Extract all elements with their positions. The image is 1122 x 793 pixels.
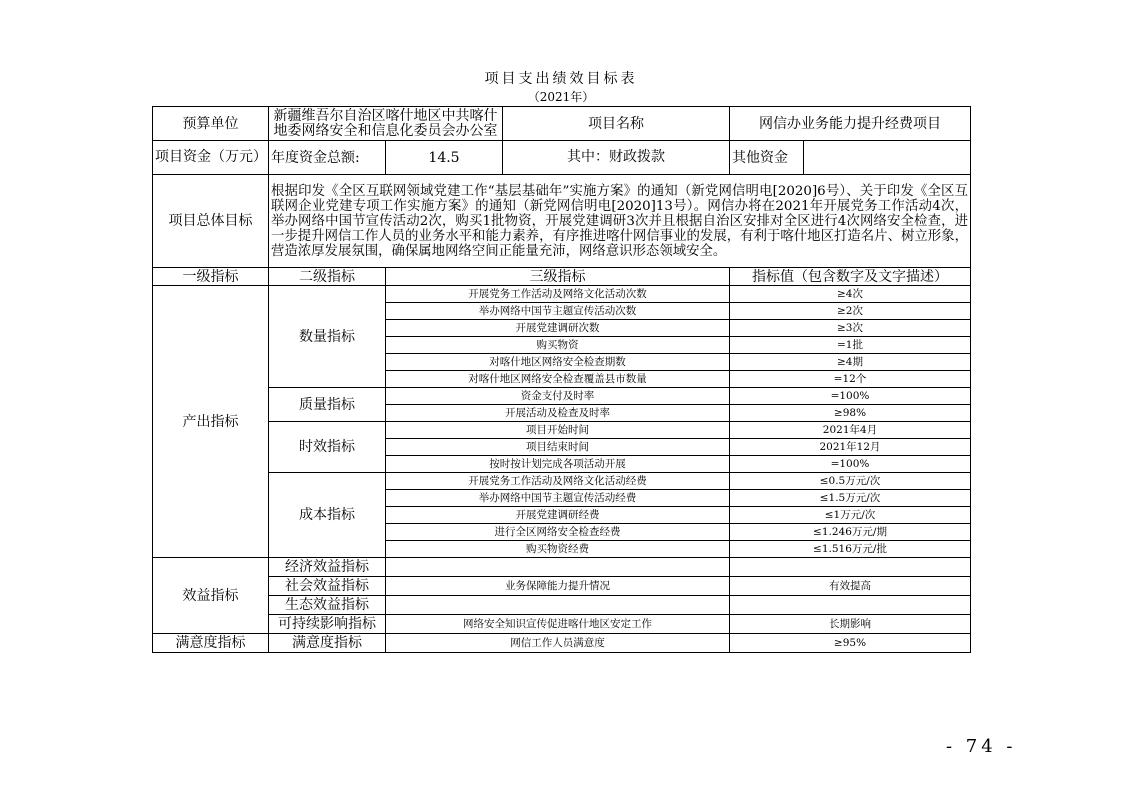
indicator-name: 开展党建调研次数 — [386, 320, 730, 337]
indicator-name: 开展党建调研经费 — [386, 507, 730, 524]
indicator-name: 业务保障能力提升情况 — [386, 577, 730, 596]
performance-table — [152, 106, 971, 653]
project-name-label: 项目名称 — [503, 107, 730, 141]
other-funds-value — [804, 141, 971, 175]
indicator-value: ≥4期 — [730, 354, 971, 371]
indicator-name: 购买物资经费 — [386, 541, 730, 558]
indicator-name: 开展党务工作活动及网络文化活动次数 — [386, 286, 730, 303]
indicator-value: ≤1.246万元/期 — [730, 524, 971, 541]
indicator-name: 开展党务工作活动及网络文化活动经费 — [386, 473, 730, 490]
column-header-level3: 三级指标 — [386, 268, 730, 286]
column-header-level1: 一级指标 — [153, 268, 269, 286]
table-title: 项目支出绩效目标表 — [484, 71, 638, 87]
indicator-value: ≥95% — [730, 634, 971, 653]
indicator-value: ≤1.516万元/批 — [730, 541, 971, 558]
indicator-name: 按时按计划完成各项活动开展 — [386, 456, 730, 473]
ecological-indicator-label: 生态效益指标 — [269, 596, 386, 615]
table-subtitle: （2021年） — [527, 90, 595, 104]
economic-indicator-label: 经济效益指标 — [269, 558, 386, 577]
indicator-value: 有效提高 — [730, 577, 971, 596]
quantity-indicator-label: 数量指标 — [269, 286, 386, 388]
indicator-name: 对喀什地区网络安全检查期数 — [386, 354, 730, 371]
annual-total-value: 14.5 — [386, 141, 503, 175]
indicator-name — [386, 558, 730, 577]
column-header-level2: 二级指标 — [269, 268, 386, 286]
satisfaction-sub-label: 满意度指标 — [269, 634, 386, 653]
indicator-value: ≤1.5万元/次 — [730, 490, 971, 507]
indicator-value: ≥2次 — [730, 303, 971, 320]
indicator-value — [730, 596, 971, 615]
satisfaction-indicator-label: 满意度指标 — [153, 634, 269, 653]
indicator-name: 网络安全知识宣传促进喀什地区安定工作 — [386, 615, 730, 634]
budget-unit-value: 新疆维吾尔自治区喀什地区中共喀什地委网络安全和信息化委员会办公室 — [269, 107, 503, 141]
indicator-name: 举办网络中国节主题宣传活动经费 — [386, 490, 730, 507]
indicator-name: 举办网络中国节主题宣传活动次数 — [386, 303, 730, 320]
project-name-value: 网信办业务能力提升经费项目 — [730, 107, 971, 141]
indicator-value: ≤1万元/次 — [730, 507, 971, 524]
indicator-value: 长期影响 — [730, 615, 971, 634]
social-indicator-label: 社会效益指标 — [269, 577, 386, 596]
indicator-value: =1批 — [730, 337, 971, 354]
timeliness-indicator-label: 时效指标 — [269, 422, 386, 473]
indicator-value: 2021年12月 — [730, 439, 971, 456]
indicator-name: 资金支付及时率 — [386, 388, 730, 405]
fiscal-funds-label: 其中：财政拨款 — [503, 141, 730, 175]
indicator-value: =100% — [730, 456, 971, 473]
output-indicator-label: 产出指标 — [153, 286, 269, 558]
indicator-name: 对喀什地区网络安全检查覆盖县市数量 — [386, 371, 730, 388]
indicator-name: 进行全区网络安全检查经费 — [386, 524, 730, 541]
cost-indicator-label: 成本指标 — [269, 473, 386, 558]
other-funds-label: 其他资金 — [730, 141, 804, 175]
indicator-value: ≤0.5万元/次 — [730, 473, 971, 490]
column-header-value: 指标值（包含数字及文字描述） — [730, 268, 971, 286]
indicator-name: 购买物资 — [386, 337, 730, 354]
indicator-name — [386, 596, 730, 615]
indicator-value: =12个 — [730, 371, 971, 388]
indicator-name: 开展活动及检查及时率 — [386, 405, 730, 422]
indicator-value: ≥98% — [730, 405, 971, 422]
sustainable-indicator-label: 可持续影响指标 — [269, 615, 386, 634]
budget-unit-label: 预算单位 — [153, 107, 269, 141]
goal-text: 根据印发《全区互联网领域党建工作“基层基础年”实施方案》的通知（新党网信明电[2020]6号）、关于印发《全区互联网企业党建专项工作实施方案》的通知（新党网信明电[2020]13号）。网信办将在2021年开展党务工作活动4次，举办网络中国节宣传活动2次，购买1批物资，开展党建调研3次并且根据自治区安排对全区进行4次网络安全检查，进一步提升网信工作人员的业务水平和能力素养，有序推进喀什网信事业的发展，有利于喀什地区打造名片、树立形象，营造浓厚发展氛围，确保属地网络空间正能量充沛，网络意识形态领域安全。 — [269, 175, 971, 268]
indicator-name: 项目结束时间 — [386, 439, 730, 456]
indicator-value — [730, 558, 971, 577]
indicator-value: ≥4次 — [730, 286, 971, 303]
quality-indicator-label: 质量指标 — [269, 388, 386, 422]
benefit-indicator-label: 效益指标 — [153, 558, 269, 634]
annual-total-label: 年度资金总额: — [269, 141, 386, 175]
page-number: - 74 - — [946, 736, 1017, 757]
indicator-value: =100% — [730, 388, 971, 405]
indicator-name: 项目开始时间 — [386, 422, 730, 439]
indicator-value: 2021年4月 — [730, 422, 971, 439]
goal-label: 项目总体目标 — [153, 175, 269, 268]
indicator-name: 网信工作人员满意度 — [386, 634, 730, 653]
funds-label: 项目资金（万元） — [153, 141, 269, 175]
indicator-value: ≥3次 — [730, 320, 971, 337]
